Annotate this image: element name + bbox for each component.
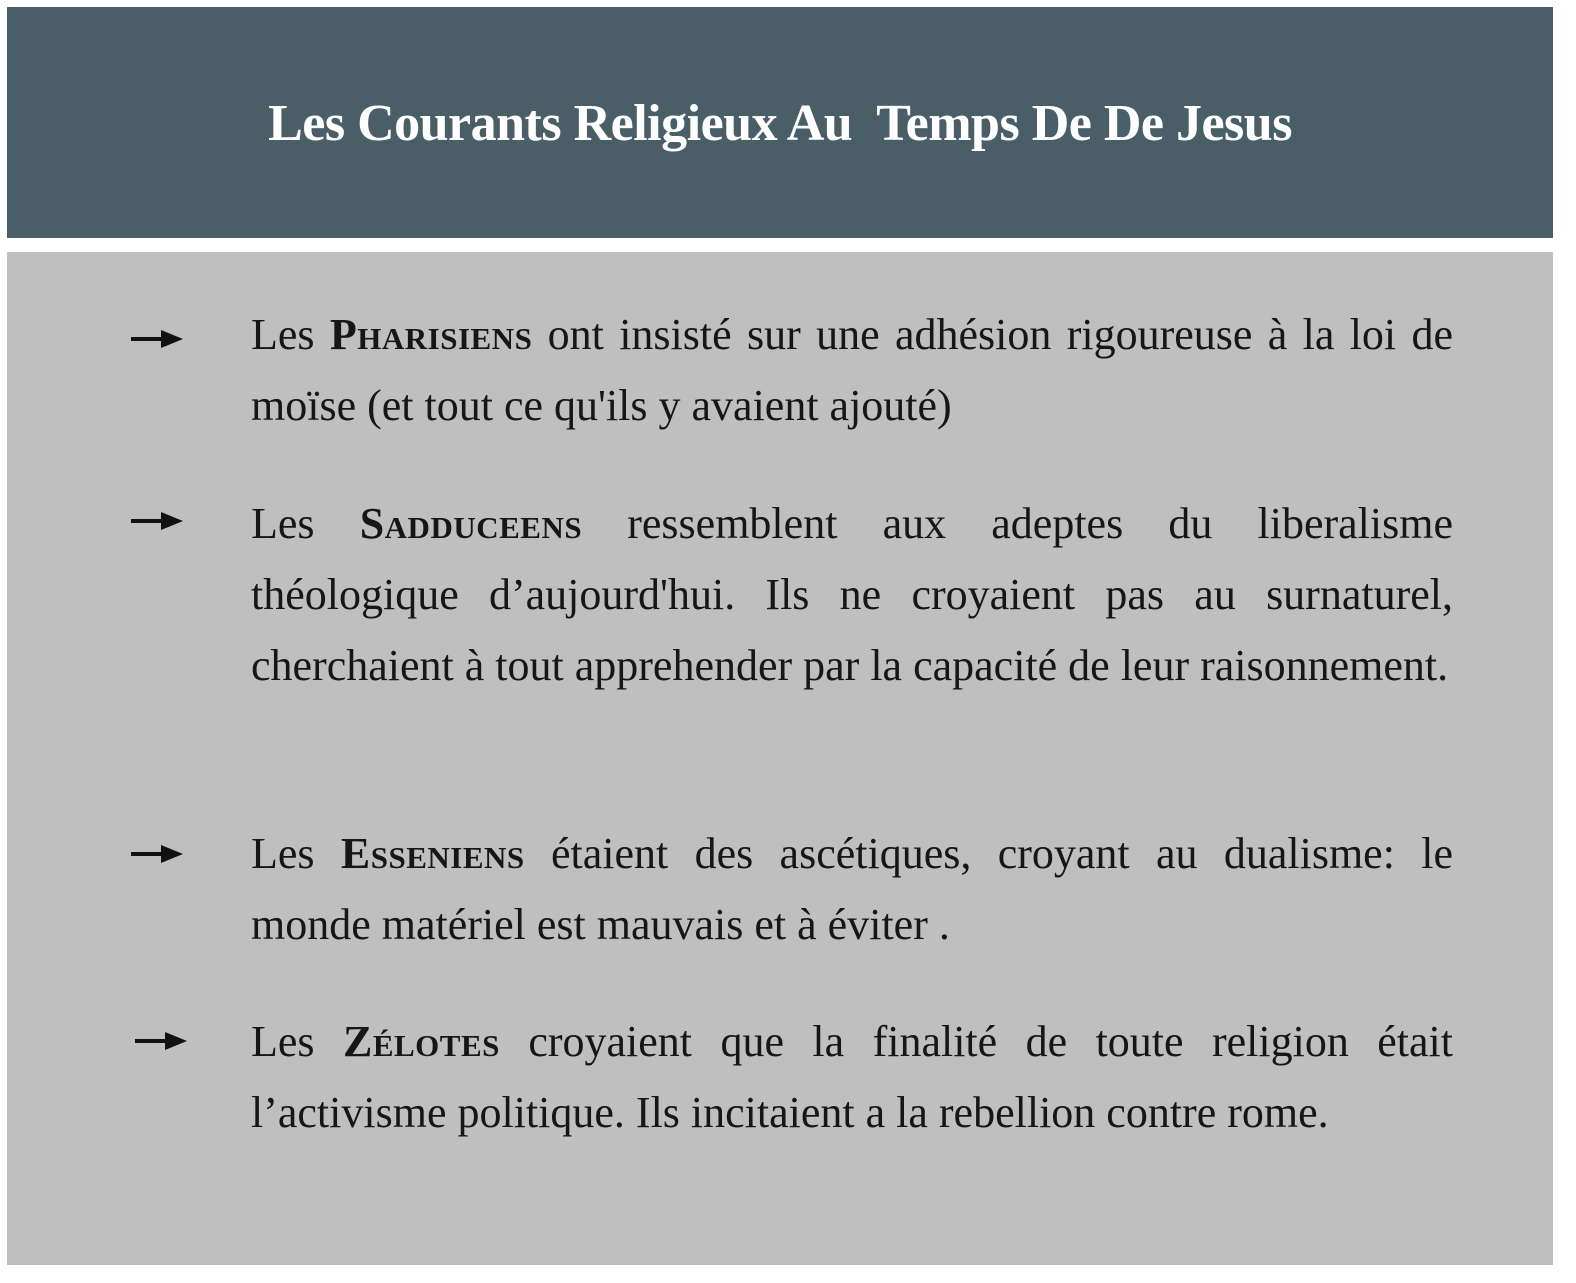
item-body: ressemblent aux adeptes du liberalisme théologique d’aujourd'hui. Ils ne croyaient pas au surnaturel, cherchaient à tout apprehender par la capacité de leur raisonnement. <box>251 499 1453 690</box>
item-text <box>251 488 1453 701</box>
item-text <box>251 1006 1453 1148</box>
item-body: ont insisté sur une adhésion rigoureuse à la loi de moïse (et tout ce qu'ils y avaient ajouté) <box>251 310 1454 430</box>
item-name: Esseniens <box>340 829 525 878</box>
right-arrow-icon <box>135 1031 187 1051</box>
header-banner <box>7 7 1553 238</box>
item-name: Zélotes <box>342 1017 500 1066</box>
item-prefix: Les <box>251 1017 343 1066</box>
item-body: croyaient que la finalité de toute religion était l’activisme politique. Ils incitaient a la rebellion contre rome. <box>251 1017 1453 1137</box>
item-name: Sadduceens <box>359 499 583 548</box>
right-arrow-icon <box>131 329 183 349</box>
item-prefix: Les <box>251 310 330 359</box>
item-body: étaient des ascétiques, croyant au dualisme: le monde matériel est mauvais et à éviter . <box>251 829 1454 949</box>
item-text <box>251 299 1453 441</box>
right-arrow-icon <box>131 844 183 864</box>
page-title: Les Courants Religieux Au Temps De De Jesus <box>268 95 1292 152</box>
item-name: Pharisiens <box>329 310 533 359</box>
right-arrow-icon <box>131 511 183 531</box>
item-prefix: Les <box>251 499 360 548</box>
item-text <box>251 818 1453 960</box>
item-prefix: Les <box>251 829 341 878</box>
content-panel <box>7 252 1553 1265</box>
